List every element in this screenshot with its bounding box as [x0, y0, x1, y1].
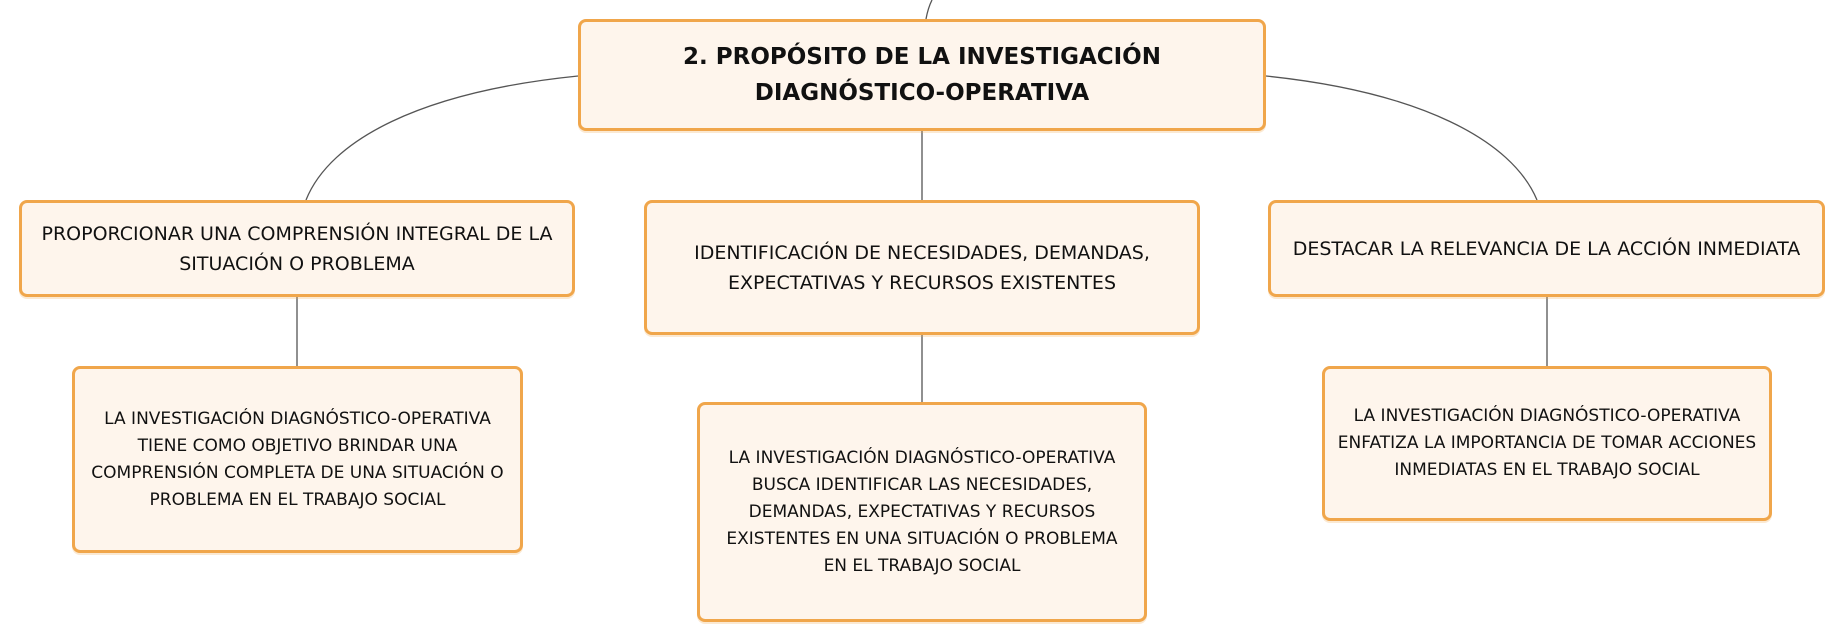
connector-root-to-left	[306, 76, 578, 200]
detail-text: LA INVESTIGACIÓN DIAGNÓSTICO-OPERATIVA TIENE COMO OBJETIVO BRINDAR UNA COMPRENSIÓN COMPLETA DE UNA SITUACIÓN O PROBLEMA EN EL TRABAJO SOCIAL	[91, 408, 504, 510]
detail-node-immediate-action[interactable]	[1322, 366, 1772, 521]
connector-root-to-right	[1266, 76, 1537, 200]
detail-node-identification[interactable]	[697, 402, 1147, 622]
branch-node-immediate-action[interactable]	[1268, 200, 1825, 297]
branch-label: DESTACAR LA RELEVANCIA DE LA ACCIÓN INMEDIATA	[1292, 237, 1801, 260]
detail-text: LA INVESTIGACIÓN DIAGNÓSTICO-OPERATIVA ENFATIZA LA IMPORTANCIA DE TOMAR ACCIONES INMEDIATAS EN EL TRABAJO SOCIAL	[1337, 406, 1757, 480]
branch-node-identification[interactable]	[644, 200, 1200, 335]
root-node[interactable]	[578, 19, 1266, 131]
detail-node-comprehension[interactable]	[72, 366, 523, 553]
branch-label: PROPORCIONAR UNA COMPRENSIÓN INTEGRAL DE LA SITUACIÓN O PROBLEMA	[41, 222, 553, 275]
branch-label: IDENTIFICACIÓN DE NECESIDADES, DEMANDAS, EXPECTATIVAS Y RECURSOS EXISTENTES	[694, 241, 1150, 294]
root-title: 2. PROPÓSITO DE LA INVESTIGACIÓN DIAGNÓSTICO-OPERATIVA	[683, 44, 1161, 106]
detail-text: LA INVESTIGACIÓN DIAGNÓSTICO-OPERATIVA BUSCA IDENTIFICAR LAS NECESIDADES, DEMANDAS, EXPECTATIVAS Y RECURSOS EXISTENTES EN UNA SITUACIÓN O PROBLEMA EN EL TRABAJO SOCIAL	[726, 447, 1118, 576]
branch-node-comprehension[interactable]	[19, 200, 575, 297]
connector-parent-to-root	[926, 0, 932, 19]
